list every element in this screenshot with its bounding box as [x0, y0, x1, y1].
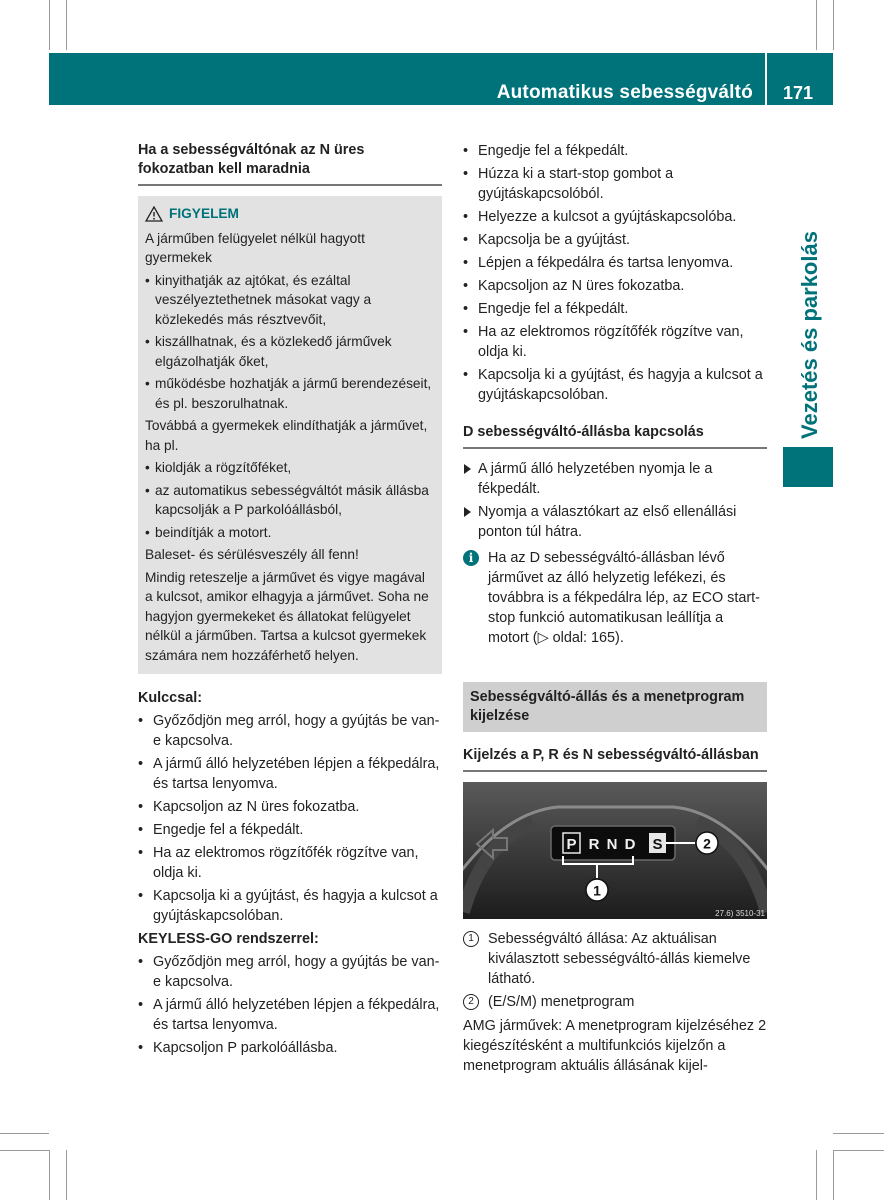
crop-mark — [49, 1150, 50, 1200]
drive-action: A jármű álló helyzetében nyomja le a fékpedált. — [463, 459, 767, 499]
crop-mark — [0, 1133, 49, 1134]
neutral-section-heading: Ha a sebességváltónak az N üres fokozatban kell maradnia — [138, 141, 442, 186]
gear-letter-n: N — [606, 836, 618, 853]
header-divider — [765, 53, 767, 105]
key-step: • Kapcsoljon az N üres fokozatba. — [138, 797, 442, 817]
legend-item-2 — [463, 992, 767, 1012]
continued-step: • Helyezze a kulcsot a gyújtáskapcsolóba. — [463, 207, 767, 227]
keyless-step: • A jármű álló helyzetében lépjen a fékpedálra, és tartsa lenyomva. — [138, 995, 442, 1035]
warning-item: • kioldják a rögzítőféket, — [145, 458, 435, 478]
crop-mark — [66, 0, 67, 50]
legend-number: 2 — [463, 994, 479, 1010]
continued-step: • Kapcsolja be a gyújtást. — [463, 230, 767, 250]
key-subheading: Kulccsal: — [138, 690, 202, 706]
keyless-step: • Kapcsoljon P parkolóállásba. — [138, 1038, 442, 1058]
key-steps — [138, 711, 442, 926]
warning-title: FIGYELEM — [169, 206, 239, 221]
crop-mark — [833, 0, 834, 50]
crop-mark — [0, 1150, 49, 1151]
continued-step: • Kapcsolja ki a gyújtást, és hagyja a kulcsot a gyújtáskapcsolóban. — [463, 365, 767, 405]
keyless-subheading: KEYLESS-GO rendszerrel: — [138, 931, 319, 947]
continued-steps — [463, 141, 767, 405]
key-step: • Ha az elektromos rögzítőfék rögzítve van, oldja ki. — [138, 843, 442, 883]
key-step: • Győződjön meg arról, hogy a gyújtás be van-e kapcsolva. — [138, 711, 442, 751]
chapter-side-label — [792, 232, 828, 438]
left-column — [138, 141, 442, 1061]
info-icon: i — [463, 550, 479, 566]
gear-letter-d: D — [624, 836, 636, 853]
warning-danger: Baleset- és sérülésveszély áll fenn! — [145, 547, 359, 562]
gear-letter-r: R — [588, 836, 600, 853]
continued-step: • Kapcsoljon az N üres fokozatba. — [463, 276, 767, 296]
drive-section-heading: D sebességváltó-állásba kapcsolás — [463, 423, 767, 449]
crop-mark — [66, 1150, 67, 1200]
continued-step: • Ha az elektromos rögzítőfék rögzítve van, oldja ki. — [463, 322, 767, 362]
keyless-steps — [138, 952, 442, 1058]
chapter-tab-marker — [783, 447, 833, 487]
warning-item: • kiszállhatnak, és a közlekedő járművek elgázolhatják őket, — [145, 332, 435, 371]
warning-triangle-icon — [145, 206, 163, 222]
legend-text: (E/S/M) menetprogram — [488, 994, 635, 1010]
info-note — [463, 548, 767, 648]
amg-paragraph: AMG járművek: A menetprogram kijelzéséhez 2 kiegészítésként a multifunkciós kijelzőn a menetprogram aktuális állásának kijel- — [463, 1018, 767, 1074]
page-title: Automatikus sebességváltó — [496, 82, 753, 103]
drive-actions — [463, 459, 767, 542]
key-step: • Engedje fel a fékpedált. — [138, 820, 442, 840]
drive-action: Nyomja a választókart az első ellenállási ponton túl hátra. — [463, 502, 767, 542]
continued-step: • Lépjen a fékpedálra és tartsa lenyomva. — [463, 253, 767, 273]
warning-box — [138, 196, 442, 674]
chapter-side-label-text: Vezetés és parkolás — [797, 231, 822, 439]
crop-mark — [833, 1150, 834, 1200]
continued-step: • Engedje fel a fékpedált. — [463, 141, 767, 161]
crop-mark — [833, 1133, 884, 1134]
crop-mark — [49, 0, 50, 50]
warning-intro: A járműben felügyelet nélkül hagyott gyermekek — [145, 230, 365, 265]
warning-advice: Mindig reteszelje a járművet és vigye magával a kulcsot, amikor elhagyja a járművet. Soha ne hagyjon gyermekeket és állatokat felügyelet nélkül a járműben. Tartsa a kulcsot gyermekek számára nem hozzáférhető helyen. — [145, 569, 429, 663]
warning-item: • az automatikus sebességváltót másik állásba kapcsolják a P parkolóállásból, — [145, 481, 435, 520]
right-column — [463, 141, 767, 1079]
drive-program-letter: S — [652, 836, 663, 853]
page-number: 171 — [783, 83, 814, 103]
warning-header — [145, 204, 435, 224]
crop-mark — [816, 1150, 817, 1200]
display-subheading: Kijelzés a P, R és N sebességváltó-állásban — [463, 746, 767, 772]
figure-code: 27.6) 3510-31 — [715, 909, 765, 918]
crop-mark — [816, 0, 817, 50]
figure-callout-2: 2 — [703, 835, 711, 852]
legend-item-1 — [463, 929, 767, 989]
warning-list-2 — [145, 458, 435, 542]
legend-number: 1 — [463, 931, 479, 947]
warning-list-1 — [145, 271, 435, 414]
warning-item: • kinyithatják az ajtókat, és ezáltal veszélyeztethetnek másokat vagy a közlekedés más résztvevőit, — [145, 271, 435, 330]
display-section-heading: Sebességváltó-állás és a menetprogram kijelzése — [463, 682, 767, 732]
warning-item: • beindítják a motort. — [145, 523, 435, 543]
continued-step: • Engedje fel a fékpedált. — [463, 299, 767, 319]
key-step: • Kapcsolja ki a gyújtást, és hagyja a kulcsot a gyújtáskapcsolóban. — [138, 886, 442, 926]
warning-item: • működésbe hozhatják a jármű berendezéseit, és pl. beszorulhatnak. — [145, 374, 435, 413]
warning-middle: Továbbá a gyermekek elindíthatják a járművet, ha pl. — [145, 418, 428, 453]
gear-letter-p: P — [566, 836, 577, 853]
gear-display-figure — [463, 782, 767, 919]
legend-text: Sebességváltó állása: Az aktuálisan kiválasztott sebességváltó-állás kiemelve látható. — [488, 931, 751, 987]
key-step: • A jármű álló helyzetében lépjen a fékpedálra, és tartsa lenyomva. — [138, 754, 442, 794]
continued-step: • Húzza ki a start-stop gombot a gyújtáskapcsolóból. — [463, 164, 767, 204]
page-header — [49, 53, 833, 105]
crop-mark — [833, 1150, 884, 1151]
figure-callout-1: 1 — [593, 882, 601, 899]
keyless-step: • Győződjön meg arról, hogy a gyújtás be van-e kapcsolva. — [138, 952, 442, 992]
gear-display-illustration — [463, 782, 767, 919]
info-text: Ha az D sebességváltó-állásban lévő járművet az álló helyzetig lefékezi, és továbbra is a fékpedálra lép, az ECO start-stop funkció automatikusan leállítja a motort (▷ oldal: 165). — [488, 550, 760, 646]
